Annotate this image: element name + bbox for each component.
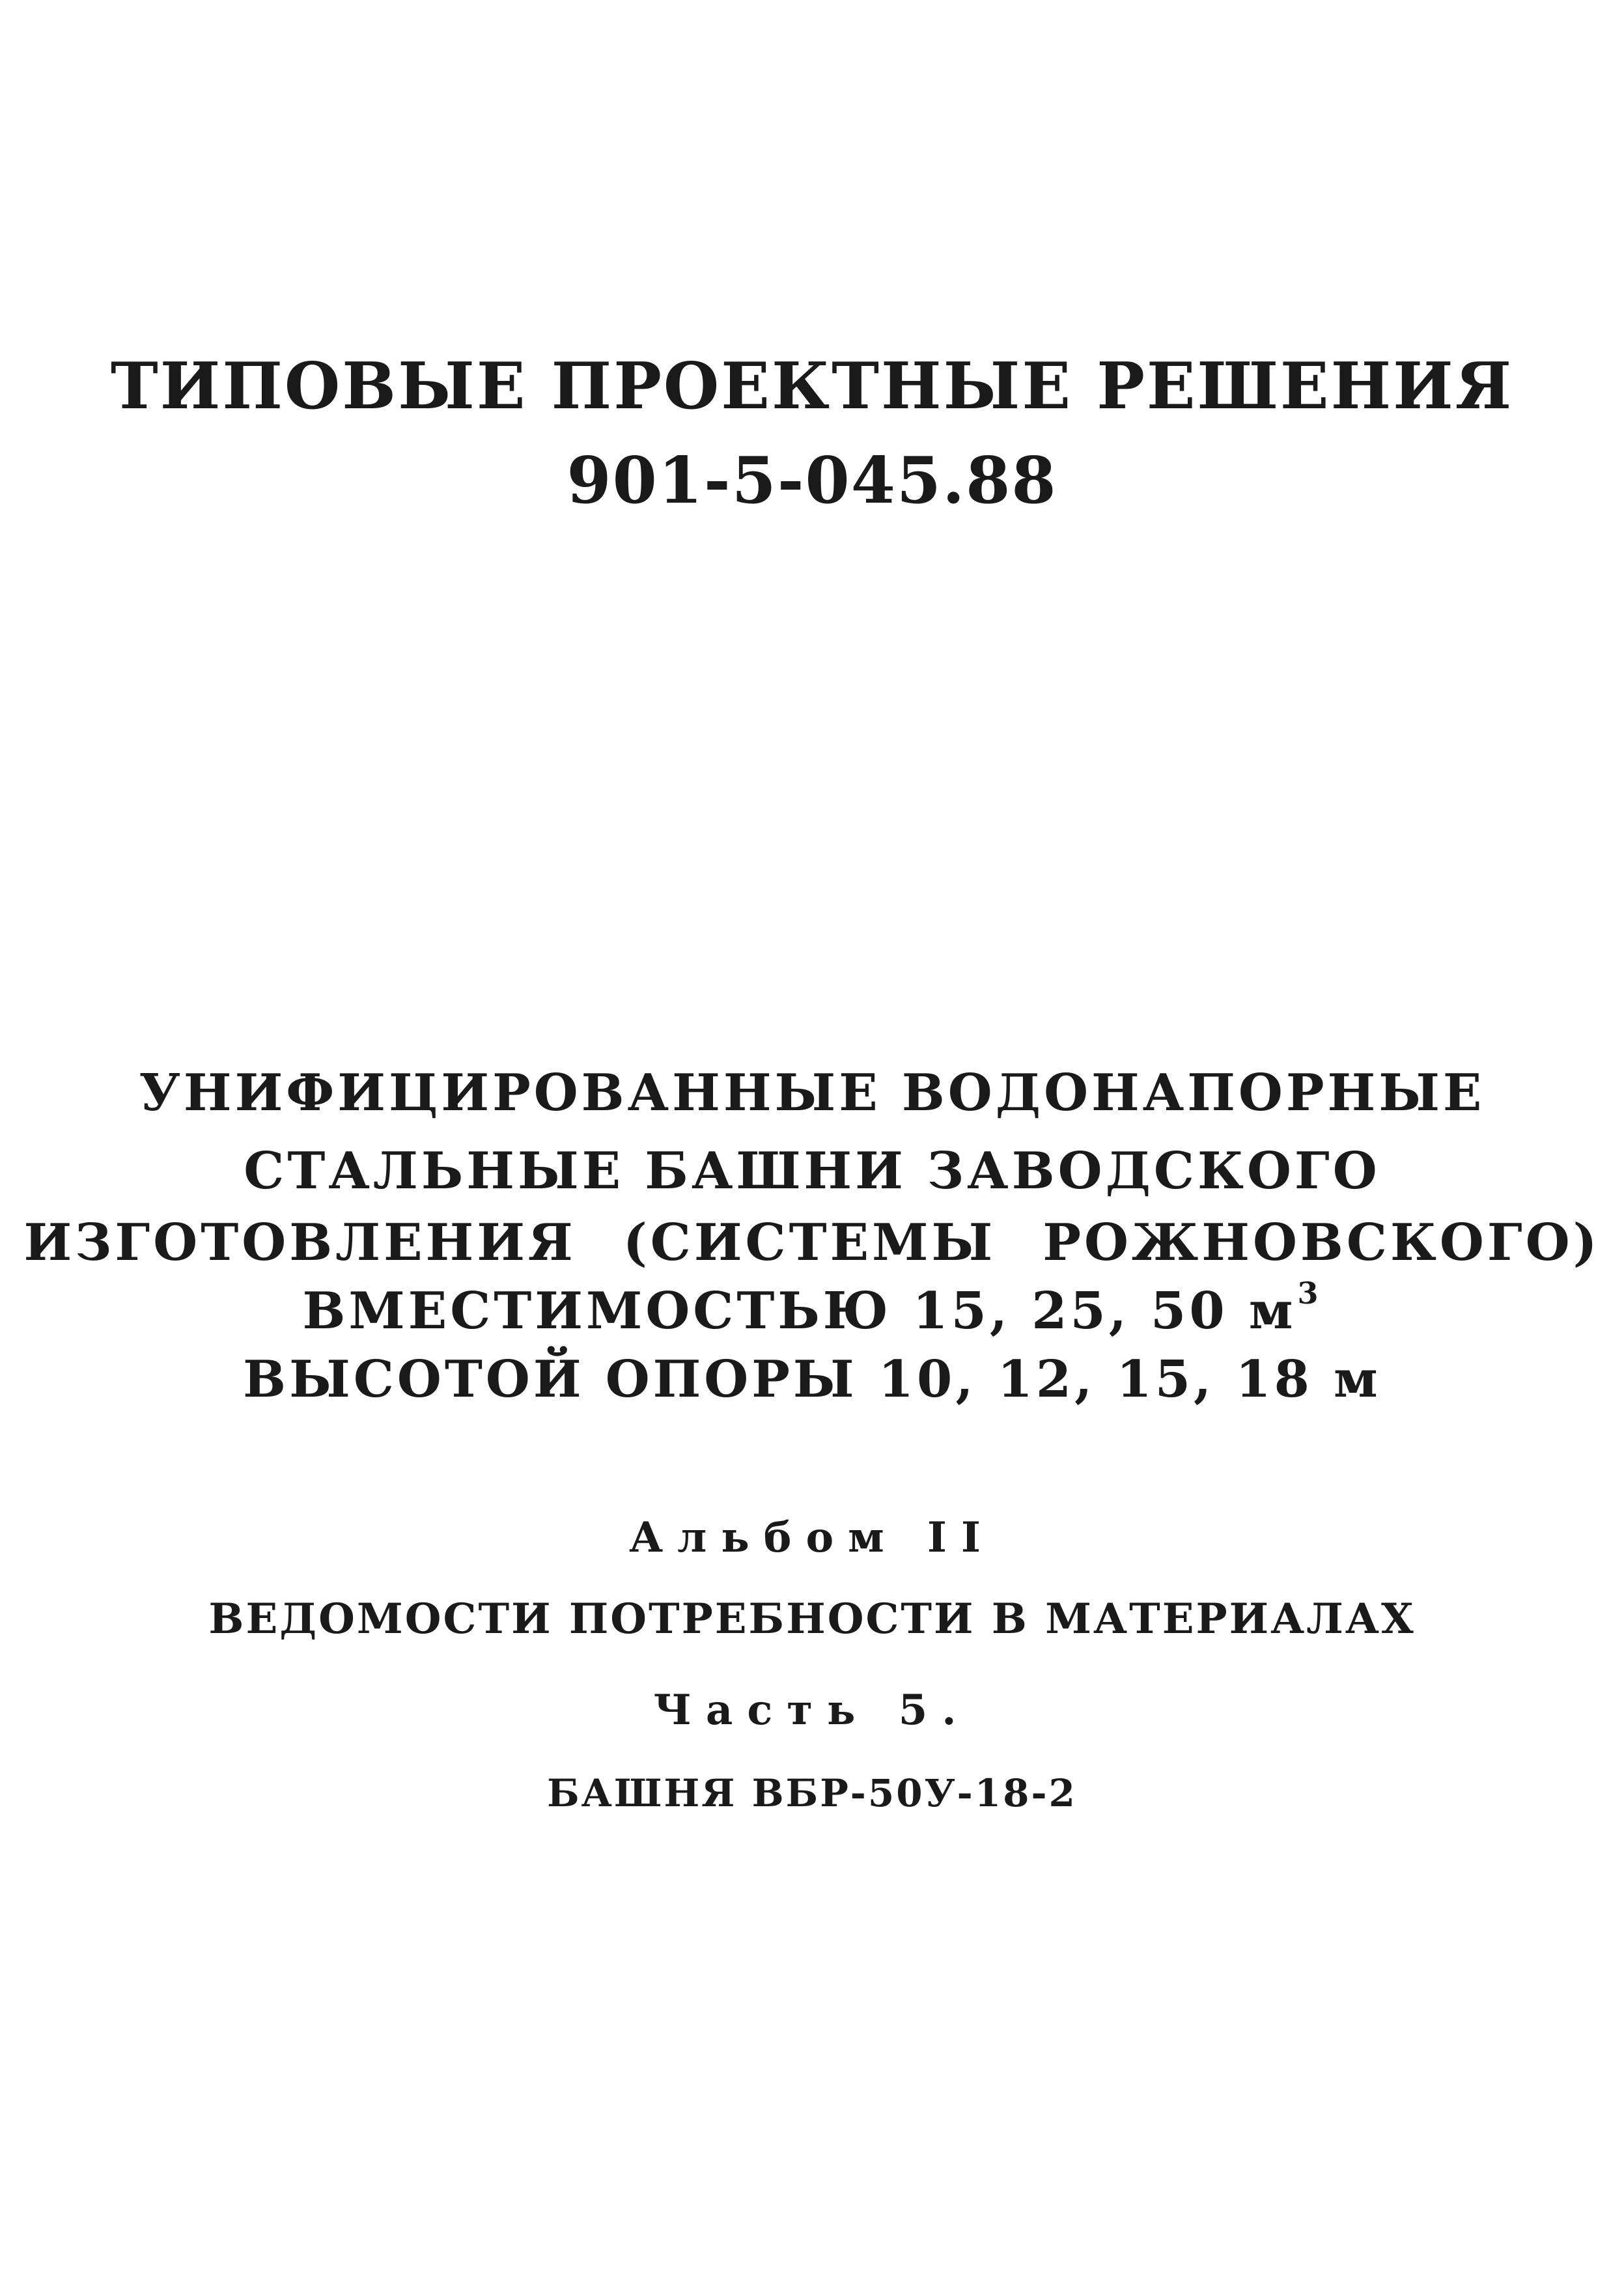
- cubic-superscript: 3: [1297, 1276, 1322, 1311]
- subject-line-2: СТАЛЬНЫЕ БАШНИ ЗАВОДСКОГО: [244, 1141, 1380, 1201]
- subject-line-4-text: ВМЕСТИМОСТЬЮ 15, 25, 50 м: [302, 1281, 1296, 1341]
- album-title: ВЕДОМОСТИ ПОТРЕБНОСТИ В МАТЕРИАЛАХ: [208, 1595, 1416, 1643]
- subject-line-3: ИЗГОТОВЛЕНИЯ (СИСТЕМЫ РОЖНОВСКОГО): [23, 1213, 1601, 1272]
- subject-line-5: ВЫСОТОЙ ОПОРЫ 10, 12, 15, 18 м: [243, 1350, 1381, 1409]
- subject-line-1: УНИФИЦИРОВАННЫЕ ВОДОНАПОРНЫЕ: [139, 1063, 1485, 1123]
- document-code: 901-5-045.88: [567, 443, 1057, 518]
- album-label: Альбом II: [629, 1513, 995, 1562]
- subject-line-4: [0, 1276, 1624, 1341]
- document-title: ТИПОВЫЕ ПРОЕКТНЫЕ РЕШЕНИЯ: [110, 349, 1514, 424]
- tower-designation: БАШНЯ ВБР-50У-18-2: [547, 1771, 1077, 1815]
- part-label: Часть 5.: [653, 1686, 971, 1735]
